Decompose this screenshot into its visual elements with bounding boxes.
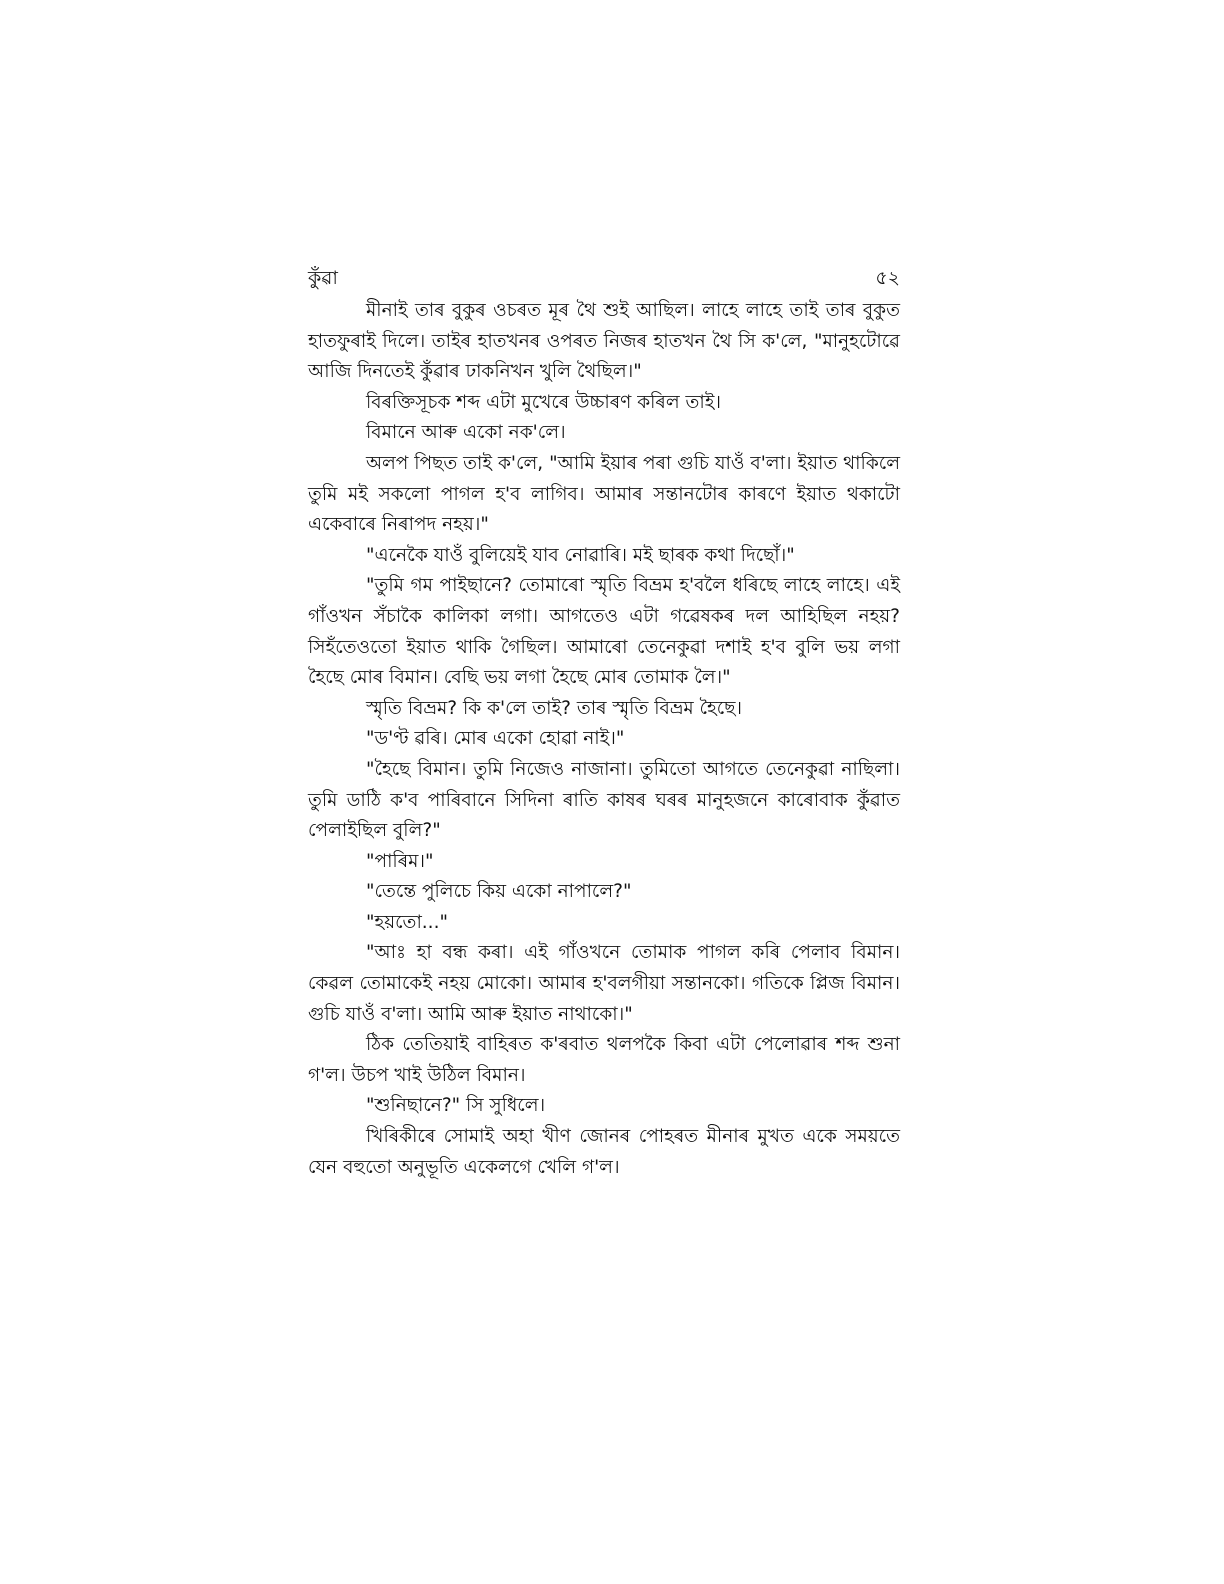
paragraph: খিৰিকীৰে সোমাই অহা খীণ জোনৰ পোহৰত মীনাৰ মুখত একে সময়তে যেন বহুতো অনুভূতি একেলগে খেলি গ'ল। <box>308 1126 900 1178</box>
paragraph: মীনাই তাৰ বুকুৰ ওচৰত মূৰ থৈ শুই আছিল। লাহে লাহে তাই তাৰ বুকুত হাতফুৰাই দিলে। তাইৰ হাতখনৰ ওপৰত নিজৰ হাতখন থৈ সি ক'লে, "মানুহটোৱে আজি দিনতেই কুঁৱাৰ ঢাকনিখন খুলি থৈছিল।" <box>308 300 900 383</box>
paragraph: "পাৰিম।" <box>366 850 434 872</box>
paragraph: "হৈছে বিমান। তুমি নিজেও নাজানা। তুমিতো আগতে তেনেকুৱা নাছিলা। তুমি ডাঠি ক'ব পাৰিবানে সিদিনা ৰাতি কাষৰ ঘৰৰ মানুহজনে কাৰোবাক কুঁৱাত পেলাইছিল বুলি?" <box>308 758 900 842</box>
body-text <box>308 296 900 1183</box>
paragraph: বিমানে আৰু একো নক'লে। <box>366 422 566 444</box>
paragraph: "এনেকৈ যাওঁ বুলিয়েই যাব নোৱাৰি। মই ছাৰক কথা দিছোঁ।" <box>366 544 795 566</box>
paragraph: "তুমি গম পাইছানে? তোমাৰো স্মৃতি বিভ্ৰম হ'বলৈ ধৰিছে লাহে লাহে। এই গাঁওখন সঁচাকৈ কালিকা লগা। আগতেও এটা গৱেষকৰ দল আহিছিল নহয়? সিহঁতেওতো ইয়াত থাকি গৈছিল। আমাৰো তেনেকুৱা দশাই হ'ব বুলি ভয় লগা হৈছে মোৰ বিমান। বেছি ভয় লগা হৈছে মোৰ তোমাক লৈ।" <box>308 575 900 689</box>
paragraph: স্মৃতি বিভ্ৰম? কি ক'লে তাই? তাৰ স্মৃতি বিভ্ৰম হৈছে। <box>366 697 743 719</box>
paragraph: অলপ পিছত তাই ক'লে, "আমি ইয়াৰ পৰা গুচি যাওঁ ব'লা। ইয়াত থাকিলে তুমি মই সকলো পাগল হ'ব লাগিব। আমাৰ সন্তানটোৰ কাৰণে ইয়াত থকাটো একেবাৰে নিৰাপদ নহয়।" <box>308 452 900 536</box>
running-title: কুঁৱা <box>308 267 338 289</box>
paragraph: ঠিক তেতিয়াই বাহিৰত ক'ৰবাত থলপকৈ কিবা এটা পেলোৱাৰ শব্দ শুনা গ'ল। উচপ খাই উঠিল বিমান। <box>308 1034 900 1086</box>
paragraph: "শুনিছানে?" সি সুধিলে। <box>366 1095 546 1117</box>
paragraph: "ড'ণ্ট ৱৰি। মোৰ একো হোৱা নাই।" <box>366 728 625 750</box>
paragraph: "আঃ হা বন্ধ কৰা। এই গাঁওখনে তোমাক পাগল কৰি পেলাব বিমান। কেৱল তোমাকেই নহয় মোকো। আমাৰ হ'বলগীয়া সন্তানকো। গতিকে প্লিজ বিমান। গুচি যাওঁ ব'লা। আমি আৰু ইয়াত নাথাকো।" <box>308 942 900 1025</box>
paragraph: "তেন্তে পুলিচে কিয় একো নাপালে?" <box>366 881 632 903</box>
running-header <box>308 262 900 296</box>
paragraph: বিৰক্তিসূচক শব্দ এটা মুখেৰে উচ্চাৰণ কৰিল তাই। <box>366 391 722 413</box>
page-number: ৫২ <box>875 267 900 289</box>
paragraph: "হয়তো..." <box>366 911 448 933</box>
book-page <box>308 262 900 1183</box>
